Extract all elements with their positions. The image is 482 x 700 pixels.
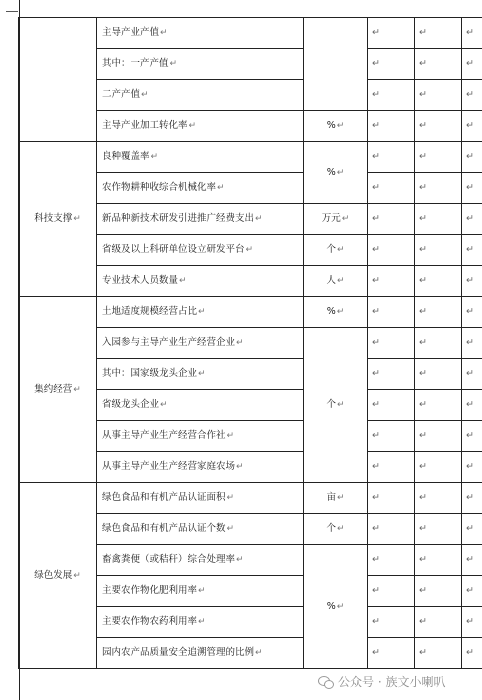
value-cell: ↵ [368, 266, 415, 297]
table-row [19, 18, 482, 49]
value-cell: ↵ [415, 545, 462, 576]
value-cell: ↵ [462, 80, 482, 111]
value-cell: ↵ [368, 421, 415, 452]
category-cell: 集约经营↵ [19, 297, 97, 483]
unit-cell: 个↵ [304, 328, 368, 483]
indicator-cell: 从事主导产业生产经营合作社↵ [97, 421, 304, 452]
value-cell: ↵ [368, 111, 415, 142]
value-cell: ↵ [415, 297, 462, 328]
category-cell [19, 18, 97, 142]
category-cell: 科技支撑↵ [19, 142, 97, 297]
value-cell: ↵ [368, 204, 415, 235]
value-cell: ↵ [415, 328, 462, 359]
value-cell: ↵ [462, 111, 482, 142]
value-cell: ↵ [462, 421, 482, 452]
unit-cell: %↵ [304, 142, 368, 204]
unit-cell: %↵ [304, 297, 368, 328]
value-cell: ↵ [368, 173, 415, 204]
indicator-cell: 入园参与主导产业生产经营企业↵ [97, 328, 304, 359]
value-cell: ↵ [415, 266, 462, 297]
indicator-cell: 主导产业加工转化率↵ [97, 111, 304, 142]
indicator-table [18, 17, 482, 669]
value-cell: ↵ [415, 235, 462, 266]
value-cell: ↵ [415, 638, 462, 669]
value-cell: ↵ [368, 142, 415, 173]
value-cell: ↵ [462, 638, 482, 669]
value-cell: ↵ [462, 297, 482, 328]
value-cell: ↵ [415, 111, 462, 142]
indicator-cell: 良种覆盖率↵ [97, 142, 304, 173]
value-cell: ↵ [462, 49, 482, 80]
table-row [19, 142, 482, 173]
value-cell: ↵ [368, 452, 415, 483]
indicator-cell: 新品种新技术研发引进推广经费支出↵ [97, 204, 304, 235]
indicator-cell: 主要农作物化肥利用率↵ [97, 576, 304, 607]
indicator-cell: 土地适度规模经营占比↵ [97, 297, 304, 328]
value-cell: ↵ [462, 514, 482, 545]
value-cell: ↵ [462, 266, 482, 297]
indicator-cell: 省级龙头企业↵ [97, 390, 304, 421]
value-cell: ↵ [462, 328, 482, 359]
unit-cell: 个↵ [304, 235, 368, 266]
indicator-cell: 主要农作物农药利用率↵ [97, 607, 304, 638]
value-cell: ↵ [368, 390, 415, 421]
value-cell: ↵ [462, 545, 482, 576]
value-cell: ↵ [415, 204, 462, 235]
value-cell: ↵ [462, 204, 482, 235]
value-cell: ↵ [415, 483, 462, 514]
value-cell: ↵ [462, 607, 482, 638]
value-cell: ↵ [368, 359, 415, 390]
watermark-text: 公众号 · 族文小喇叭 [338, 675, 446, 689]
value-cell: ↵ [462, 235, 482, 266]
value-cell: ↵ [462, 18, 482, 49]
value-cell: ↵ [368, 49, 415, 80]
indicator-cell: 其中：一产产值↵ [97, 49, 304, 80]
value-cell: ↵ [415, 514, 462, 545]
value-cell: ↵ [415, 390, 462, 421]
value-cell: ↵ [368, 235, 415, 266]
value-cell: ↵ [462, 483, 482, 514]
indicator-cell: 畜禽粪便（或秸秆）综合处理率↵ [97, 545, 304, 576]
indicator-cell: 其中：国家级龙头企业↵ [97, 359, 304, 390]
value-cell: ↵ [415, 359, 462, 390]
value-cell: ↵ [368, 638, 415, 669]
watermark [318, 673, 445, 690]
indicator-cell: 绿色食品和有机产品认证个数↵ [97, 514, 304, 545]
unit-cell: 万元↵ [304, 204, 368, 235]
indicator-cell: 园内农产品质量安全追溯管理的比例↵ [97, 638, 304, 669]
value-cell: ↵ [415, 421, 462, 452]
indicator-cell: 主导产业产值↵ [97, 18, 304, 49]
wechat-icon [318, 675, 334, 689]
value-cell: ↵ [415, 18, 462, 49]
unit-cell: 人↵ [304, 266, 368, 297]
value-cell: ↵ [368, 483, 415, 514]
value-cell: ↵ [368, 576, 415, 607]
value-cell: ↵ [462, 142, 482, 173]
indicator-cell: 农作物耕种收综合机械化率↵ [97, 173, 304, 204]
table-row [19, 483, 482, 514]
indicator-cell: 专业技术人员数量↵ [97, 266, 304, 297]
value-cell: ↵ [415, 142, 462, 173]
indicator-cell: 从事主导产业生产经营家庭农场↵ [97, 452, 304, 483]
value-cell: ↵ [368, 514, 415, 545]
category-cell: 绿色发展↵ [19, 483, 97, 669]
unit-cell [304, 18, 368, 111]
value-cell: ↵ [415, 452, 462, 483]
value-cell: ↵ [415, 49, 462, 80]
value-cell: ↵ [462, 390, 482, 421]
value-cell: ↵ [415, 576, 462, 607]
value-cell: ↵ [462, 452, 482, 483]
unit-cell: 个↵ [304, 514, 368, 545]
value-cell: ↵ [368, 545, 415, 576]
unit-cell: %↵ [304, 111, 368, 142]
value-cell: ↵ [462, 576, 482, 607]
table-row [19, 297, 482, 328]
value-cell: ↵ [368, 607, 415, 638]
value-cell: ↵ [462, 359, 482, 390]
value-cell: ↵ [415, 173, 462, 204]
value-cell: ↵ [415, 607, 462, 638]
crop-mark [6, 0, 18, 12]
indicator-cell: 省级及以上科研单位设立研发平台↵ [97, 235, 304, 266]
unit-cell: %↵ [304, 545, 368, 669]
value-cell: ↵ [368, 80, 415, 111]
indicator-cell: 绿色食品和有机产品认证面积↵ [97, 483, 304, 514]
indicator-cell: 二产产值↵ [97, 80, 304, 111]
unit-cell: 亩↵ [304, 483, 368, 514]
value-cell: ↵ [368, 18, 415, 49]
value-cell: ↵ [462, 173, 482, 204]
value-cell: ↵ [368, 328, 415, 359]
value-cell: ↵ [368, 297, 415, 328]
value-cell: ↵ [415, 80, 462, 111]
